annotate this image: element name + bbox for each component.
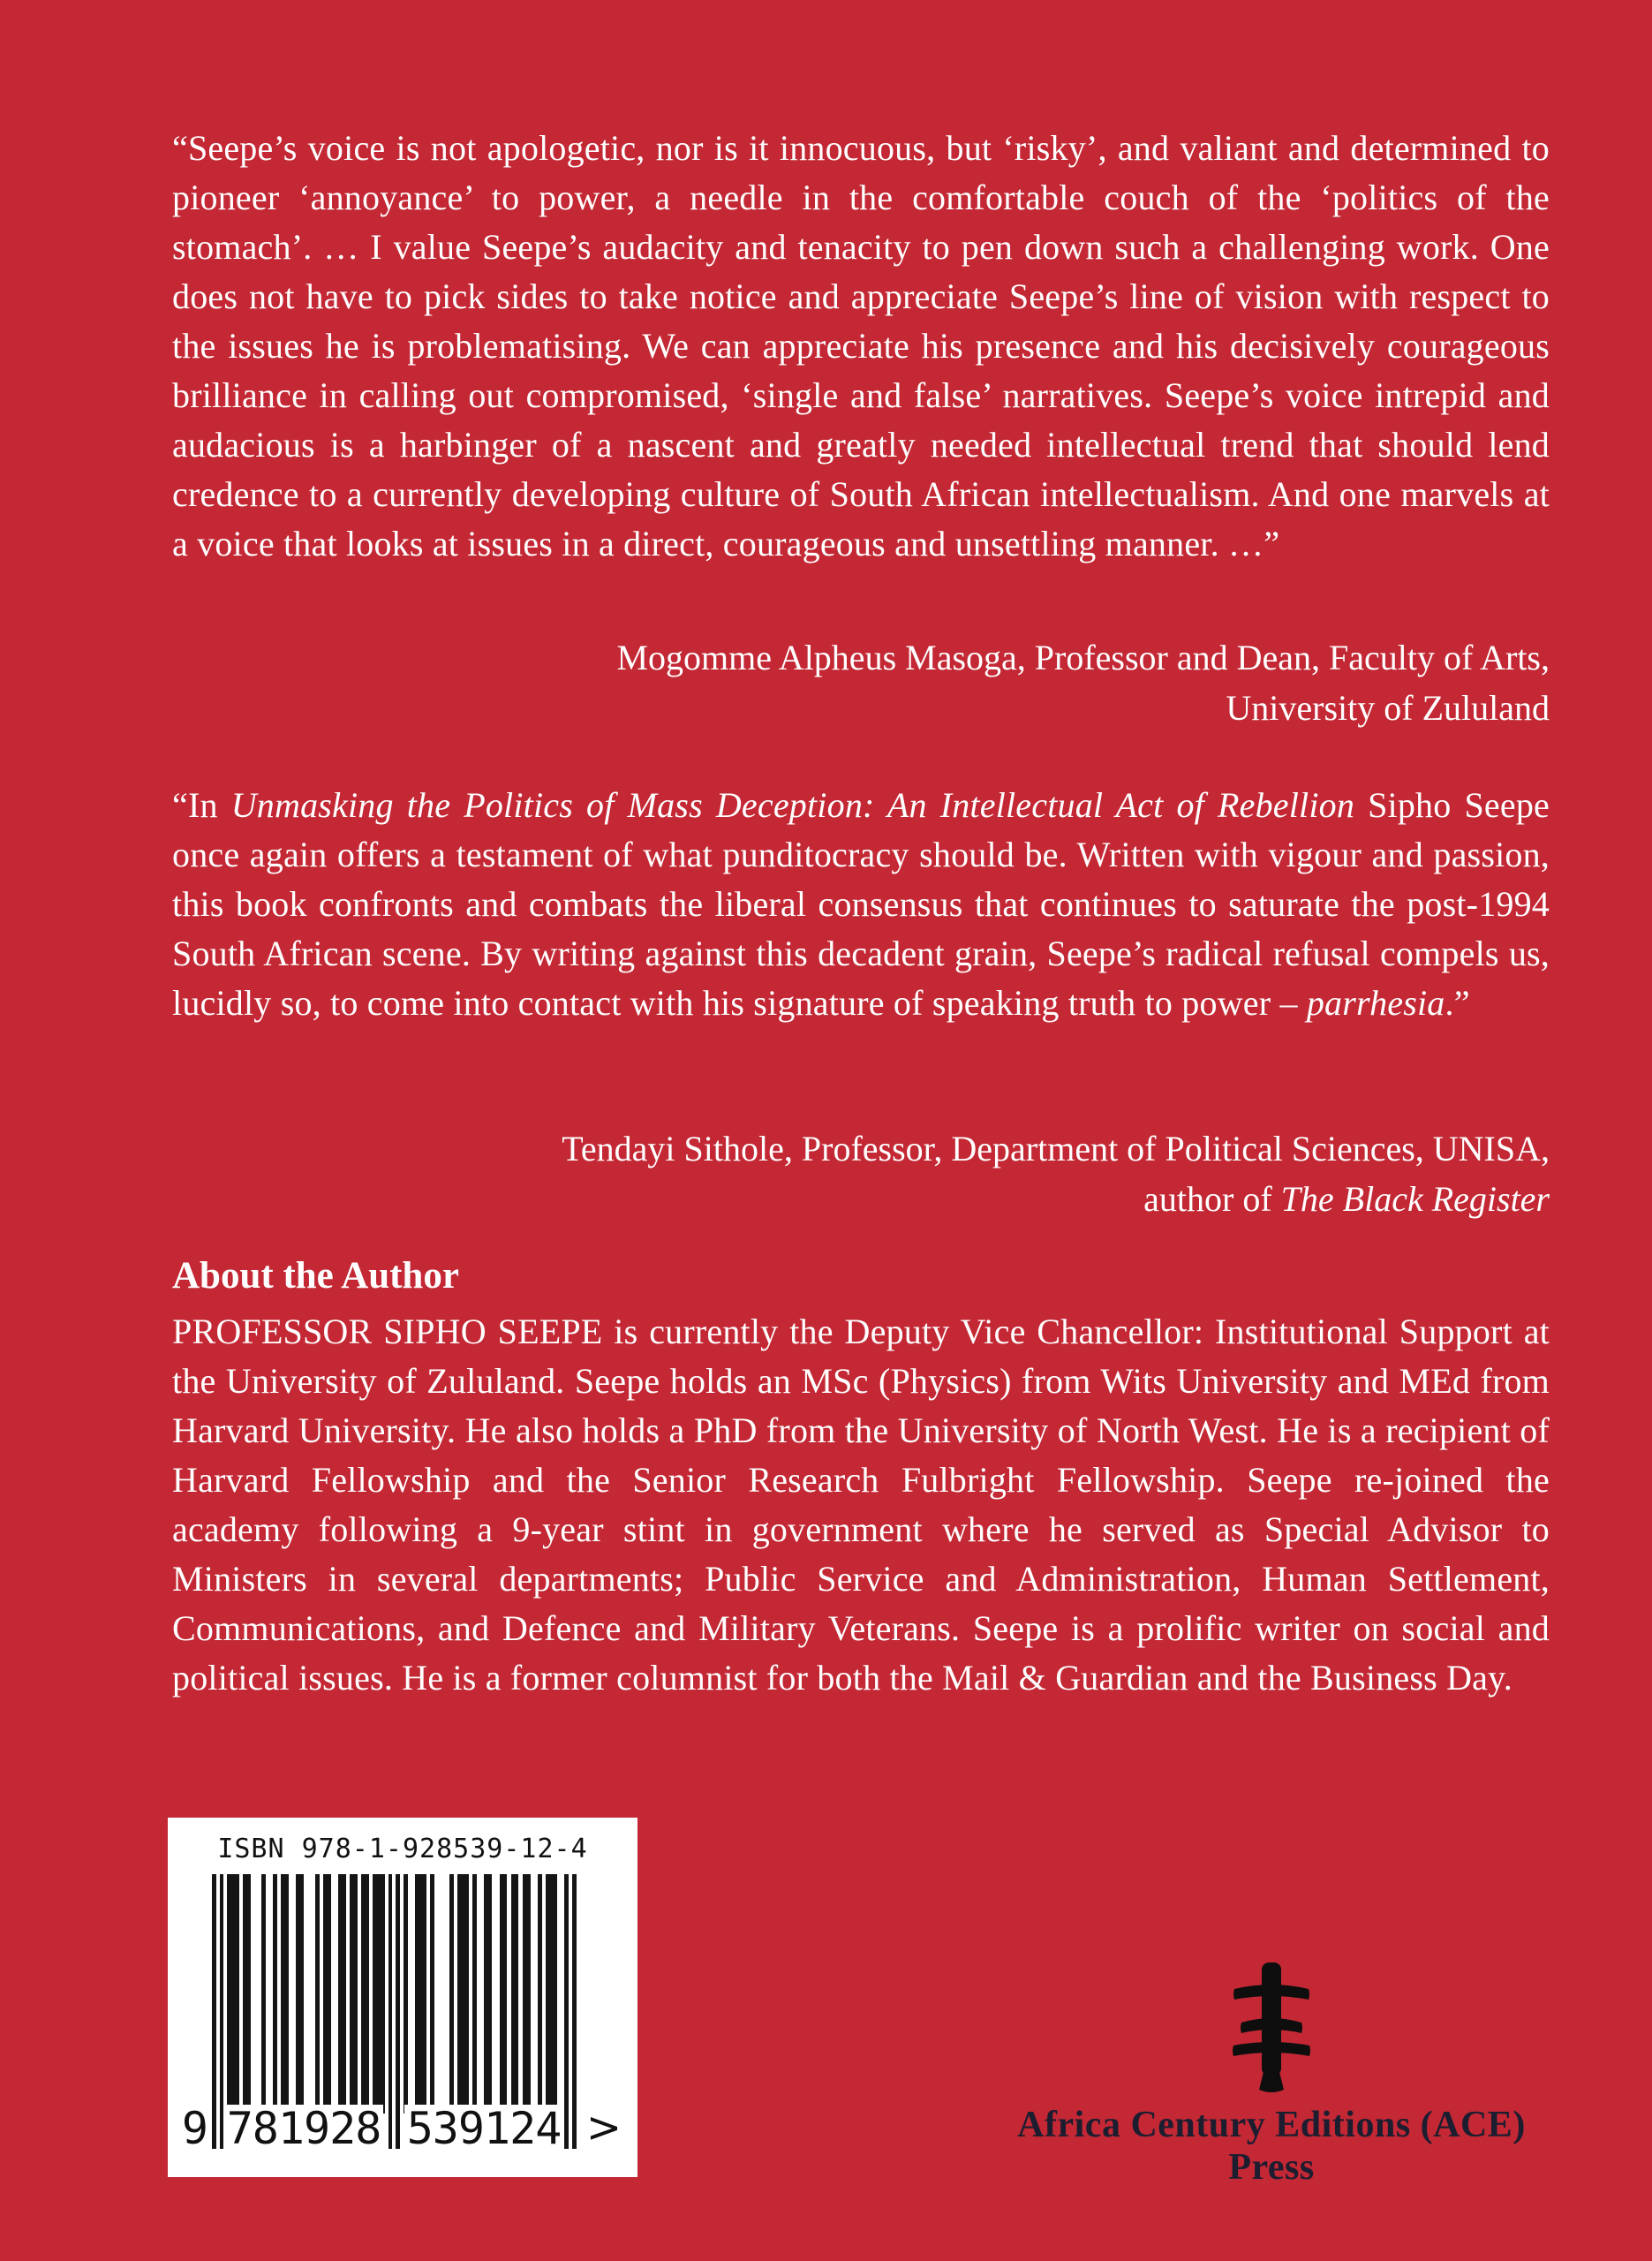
endorsement-1-quote: “Seepe’s voice is not apologetic, nor is it innocuous, but ‘risky’, and valiant and determined to pioneer ‘annoyance’ to power, a needle in the comfortable couch of the ‘politics of the stomach’. … I value Seepe’s audacity and tenacity to pen down such a challenging work. One does not have to pick sides to take notice and appreciate Seepe’s line of vision with respect to the issues he is problematising. We can appreciate his presence and his decisively courageous brilliance in calling out compromised, ‘single and false’ narratives. Seepe’s voice intrepid and audacious is a harbinger of a nascent and greatly needed intellectual trend that should lend credence to a currently developing culture of South African intellectualism. And one marvels at a voice that looks at issues in a direct, courageous and unsettling manner. …” <box>172 128 1550 563</box>
endorsement-1-attribution-line1: Mogomme Alpheus Masoga, Professor and Dean, Faculty of Arts, <box>616 638 1550 677</box>
barcode-right-digits: 539124 <box>404 2105 563 2152</box>
endorsement-2-quote: “In Unmasking the Politics of Mass Deception: An Intellectual Act of Rebellion Sipho Seepe once again offers a testament of what punditocracy should be. Written with vigour and passion, this book confronts and combats the liberal consensus that continues to saturate the post-1994 South African scene. By writing against this decadent grain, Seepe’s radical refusal compels us, lucidly so, to come into contact with his signature of speaking truth to power – parrhesia.” <box>172 785 1550 1023</box>
about-author-heading: About the Author <box>172 1255 459 1297</box>
endorsement-2-attribution-line1: Tendayi Sithole, Professor, Department of Political Sciences, UNISA, <box>562 1129 1550 1168</box>
barcode-left-digits: 781928 <box>224 2105 383 2152</box>
endorsement-2-attribution <box>172 1123 1550 1224</box>
barcode-quiet-zone-arrow: > <box>585 2103 622 2152</box>
endorsement-1-attribution <box>172 632 1550 733</box>
barcode-first-digit: 9 <box>181 2103 208 2154</box>
publisher-name: Africa Century Editions (ACE) Press <box>1017 2105 1526 2188</box>
isbn-panel <box>168 1818 637 2177</box>
about-author-text: PROFESSOR SIPHO SEEPE is currently the Deputy Vice Chancellor: Institutional Support at the University of Zululand. Seepe holds an MSc (Physics) from Wits University and MEd from Harvard University. He also holds a PhD from the University of North West. He is a recipient of Harvard Fellowship and the Senior Research Fulbright Fellowship. Seepe re-joined the academy following a 9-year stint in government where he served as Special Advisor to Ministers in several departments; Public Service and Administration, Human Settlement, Communications, and Defence and Military Veterans. Seepe is a prolific writer on social and political issues. He is a former columnist for both the Mail & Guardian and the Business Day. <box>172 1312 1550 1698</box>
ace-press-logo-icon <box>1231 1962 1312 2093</box>
endorsement-2-attribution-line2: author of The Black Register <box>1143 1179 1550 1219</box>
isbn-label: ISBN 978-1-928539-12-4 <box>217 1834 588 1864</box>
endorsement-1-attribution-line2: University of Zululand <box>1226 688 1550 728</box>
